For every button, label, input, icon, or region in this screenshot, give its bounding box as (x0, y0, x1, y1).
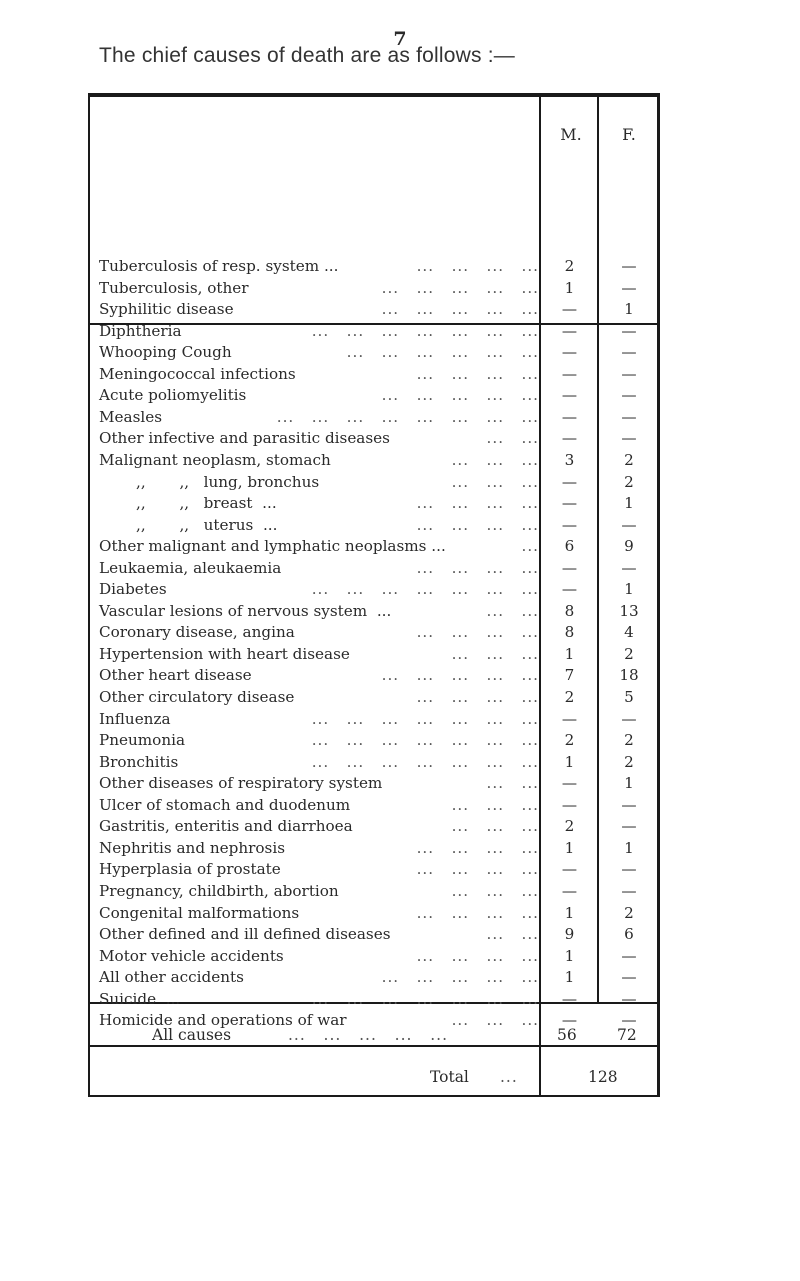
table-row (90, 536, 658, 557)
row-value-m: — (561, 860, 578, 879)
table-row (90, 385, 658, 406)
row-value-m: 1 (564, 278, 575, 297)
row-value-m: — (561, 774, 578, 793)
row-value-f: — (621, 968, 637, 987)
row-label: ,, ,, lung, bronchus (136, 472, 320, 491)
all-causes-row (90, 1026, 658, 1048)
table-row (90, 278, 658, 299)
row-label: Other malignant and lymphatic neoplasms ... (99, 537, 446, 556)
row-leader-dots: ... ... ... ... (416, 688, 539, 706)
row-leader-dots: ... ... ... ... ... ... ... (311, 989, 539, 1008)
row-label: Motor vehicle accidents (99, 946, 284, 965)
row-value-m: — (561, 364, 578, 383)
row-value-m: — (561, 709, 578, 728)
causes-of-death-table (88, 93, 660, 1097)
row-value-f: 1 (624, 494, 634, 513)
row-value-f: — (621, 558, 637, 577)
table-row (90, 773, 658, 794)
page-number: 7 (393, 28, 407, 50)
row-leader-dots: ... ... ... ... (416, 946, 539, 965)
row-label: Gastritis, enteritis and diarrhoea (99, 817, 353, 836)
table-row (90, 989, 658, 1010)
table-row (90, 579, 658, 600)
row-label: Acute poliomyelitis (99, 386, 247, 405)
row-value-f: — (621, 429, 637, 448)
row-value-m: 3 (564, 450, 575, 469)
row-leader-dots: ... ... ... ... (416, 838, 539, 857)
table-row (90, 256, 658, 277)
row-leader-dots: ... ... (486, 925, 539, 944)
row-value-f: 6 (624, 925, 634, 944)
row-label: Suicide ... (99, 989, 181, 1008)
row-value-f: 2 (624, 450, 634, 469)
row-value-f: 4 (624, 623, 634, 642)
row-value-m: — (561, 989, 578, 1008)
table-row (90, 450, 658, 471)
row-label: Other defined and ill defined diseases (99, 925, 391, 944)
row-value-f: 5 (624, 688, 634, 706)
row-value-m: 1 (564, 644, 575, 663)
table-row (90, 665, 658, 686)
row-label: Measles (99, 407, 163, 426)
table-row (90, 730, 658, 751)
table-row (90, 321, 658, 342)
row-leader-dots: ... ... ... ... (416, 903, 539, 922)
row-value-m: 1 (564, 838, 575, 857)
row-leader-dots: ... ... ... (451, 881, 539, 900)
table-row (90, 493, 658, 514)
table-row (90, 752, 658, 773)
table-row (90, 903, 658, 924)
row-label: Other heart disease (99, 666, 252, 685)
row-value-m: — (561, 300, 578, 319)
row-value-m: — (561, 881, 578, 900)
row-label: Tuberculosis of resp. system ... (99, 257, 339, 275)
row-leader-dots: ... ... ... ... ... ... ... (311, 580, 539, 599)
row-value-m: — (561, 1011, 578, 1030)
table-row (90, 622, 658, 643)
row-leader-dots: ... ... (486, 429, 539, 448)
table-row (90, 407, 658, 428)
row-value-m: 1 (564, 752, 575, 771)
row-value-f: — (621, 364, 637, 383)
row-label: All other accidents (99, 968, 244, 987)
all-causes-dots: ... ... ... ... ... (288, 1026, 449, 1044)
row-leader-dots: ... ... ... (451, 817, 539, 836)
row-label: Diphtheria (99, 321, 182, 340)
row-value-f: 18 (619, 666, 639, 685)
row-value-f: — (621, 407, 637, 426)
row-label: Nephritis and nephrosis (99, 838, 285, 857)
row-leader-dots: ... ... ... (451, 1011, 539, 1030)
row-leader-dots: ... ... ... ... (416, 257, 539, 275)
row-label: Coronary disease, angina (99, 623, 295, 642)
row-label: Tuberculosis, other (99, 278, 249, 297)
row-leader-dots: ... ... ... ... (416, 494, 539, 513)
row-leader-dots: ... ... (486, 774, 539, 793)
table-row (90, 601, 658, 622)
column-header-m: M. (560, 125, 582, 144)
row-value-m: 2 (564, 257, 575, 275)
table-row (90, 881, 658, 902)
row-value-f: — (621, 709, 637, 728)
row-leader-dots: ... ... ... ... ... ... ... ... (276, 407, 539, 426)
row-label: Hyperplasia of prostate (99, 860, 281, 879)
total-dots: ... (500, 1068, 518, 1086)
row-label: Bronchitis (99, 752, 179, 771)
row-value-f: — (621, 881, 637, 900)
row-value-m: — (561, 472, 578, 491)
table-row (90, 299, 658, 320)
column-header-f: F. (622, 125, 636, 144)
row-value-m: 1 (564, 968, 575, 987)
row-value-f: 1 (624, 300, 634, 319)
row-value-f: 1 (624, 774, 634, 793)
row-value-m: 2 (564, 688, 575, 706)
row-value-f: 9 (624, 537, 634, 556)
row-value-f: 2 (624, 644, 634, 663)
total-row (90, 1068, 658, 1090)
all-causes-m: 56 (557, 1026, 577, 1044)
table-row (90, 687, 658, 708)
row-label: Other diseases of respiratory system (99, 774, 383, 793)
total-label: Total (430, 1068, 469, 1086)
row-value-m: 2 (564, 817, 575, 836)
row-value-f: — (621, 343, 637, 362)
row-leader-dots: ... ... (486, 601, 539, 620)
row-label: Leukaemia, aleukaemia (99, 558, 282, 577)
row-leader-dots: ... ... ... ... ... ... ... (311, 752, 539, 771)
row-leader-dots: ... ... ... ... (416, 515, 539, 534)
row-value-m: — (561, 494, 578, 513)
page-heading: The chief causes of death are as follows :— (99, 44, 515, 67)
row-value-f: 2 (624, 472, 634, 491)
row-value-m: — (561, 386, 578, 405)
table-row (90, 859, 658, 880)
row-value-m: — (561, 407, 578, 426)
row-leader-dots: ... ... ... ... (416, 558, 539, 577)
row-leader-dots: ... ... ... ... ... ... ... (311, 709, 539, 728)
row-value-f: — (621, 1011, 637, 1030)
all-causes-f: 72 (617, 1026, 637, 1044)
row-value-f: — (621, 278, 637, 297)
row-leader-dots: ... ... ... ... ... (381, 386, 539, 405)
row-value-m: 2 (564, 731, 575, 750)
row-value-f: — (621, 257, 637, 275)
row-leader-dots: ... (521, 537, 539, 556)
row-value-m: — (561, 321, 578, 340)
row-leader-dots: ... ... ... ... ... ... ... (311, 731, 539, 750)
row-value-f: 2 (624, 903, 634, 922)
row-label: Other infective and parasitic diseases (99, 429, 390, 448)
row-leader-dots: ... ... ... ... (416, 623, 539, 642)
row-value-f: 2 (624, 731, 634, 750)
row-leader-dots: ... ... ... ... (416, 860, 539, 879)
table-row (90, 515, 658, 536)
row-value-f: — (621, 860, 637, 879)
row-value-m: 1 (564, 903, 575, 922)
row-label: Meningococcal infections (99, 364, 296, 383)
row-label: Hypertension with heart disease (99, 644, 350, 663)
table-row (90, 924, 658, 945)
row-value-f: — (621, 795, 637, 814)
row-leader-dots: ... ... ... ... ... (381, 300, 539, 319)
row-value-m: — (561, 580, 578, 599)
row-value-m: — (561, 343, 578, 362)
table-row (90, 364, 658, 385)
row-value-m: 7 (564, 666, 575, 685)
row-label: Syphilitic disease (99, 300, 234, 319)
row-value-m: 1 (564, 946, 575, 965)
row-leader-dots: ... ... ... (451, 644, 539, 663)
row-label: Pregnancy, childbirth, abortion (99, 881, 339, 900)
row-value-f: — (621, 989, 637, 1008)
row-value-m: — (561, 429, 578, 448)
table-row (90, 709, 658, 730)
row-value-f: — (621, 321, 637, 340)
all-causes-label: All causes (152, 1026, 232, 1044)
row-leader-dots: ... ... ... (451, 472, 539, 491)
table-row (90, 838, 658, 859)
row-label: ,, ,, breast ... (136, 494, 277, 513)
row-leader-dots: ... ... ... ... (416, 364, 539, 383)
row-leader-dots: ... ... ... ... ... (381, 968, 539, 987)
table-row (90, 967, 658, 988)
row-label: Other circulatory disease (99, 688, 295, 706)
row-leader-dots: ... ... ... ... ... ... (346, 343, 539, 362)
row-leader-dots: ... ... ... ... ... (381, 278, 539, 297)
table-row (90, 644, 658, 665)
row-label: Homicide and operations of war (99, 1011, 347, 1030)
row-label: Malignant neoplasm, stomach (99, 450, 331, 469)
row-label: ,, ,, uterus ... (136, 515, 278, 534)
row-value-f: 13 (619, 601, 639, 620)
row-value-m: 8 (564, 601, 575, 620)
table-row (90, 795, 658, 816)
row-label: Congenital malformations (99, 903, 300, 922)
row-label: Diabetes (99, 580, 167, 599)
row-leader-dots: ... ... ... (451, 450, 539, 469)
row-leader-dots: ... ... ... ... ... (381, 666, 539, 685)
table-row (90, 558, 658, 579)
row-value-f: — (621, 817, 637, 836)
row-label: Influenza (99, 709, 171, 728)
row-value-f: — (621, 386, 637, 405)
row-value-m: — (561, 558, 578, 577)
table-row (90, 472, 658, 493)
row-value-f: 2 (624, 752, 634, 771)
table-row (90, 816, 658, 837)
row-value-f: 1 (624, 580, 634, 599)
row-leader-dots: ... ... ... (451, 795, 539, 814)
row-value-m: — (561, 515, 578, 534)
row-value-f: — (621, 515, 637, 534)
row-value-f: — (621, 946, 637, 965)
row-value-m: 6 (564, 537, 575, 556)
row-label: Ulcer of stomach and duodenum (99, 795, 351, 814)
row-label: Vascular lesions of nervous system ... (99, 601, 392, 620)
row-value-m: 9 (564, 925, 575, 944)
row-label: Pneumonia (99, 731, 186, 750)
row-value-f: 1 (624, 838, 634, 857)
row-leader-dots: ... ... ... ... ... ... ... (311, 321, 539, 340)
table-row (90, 428, 658, 449)
row-value-m: 8 (564, 623, 575, 642)
table-row (90, 342, 658, 363)
total-value: 128 (588, 1068, 618, 1086)
row-label: Whooping Cough (99, 343, 232, 362)
row-value-m: — (561, 795, 578, 814)
table-row (90, 946, 658, 967)
